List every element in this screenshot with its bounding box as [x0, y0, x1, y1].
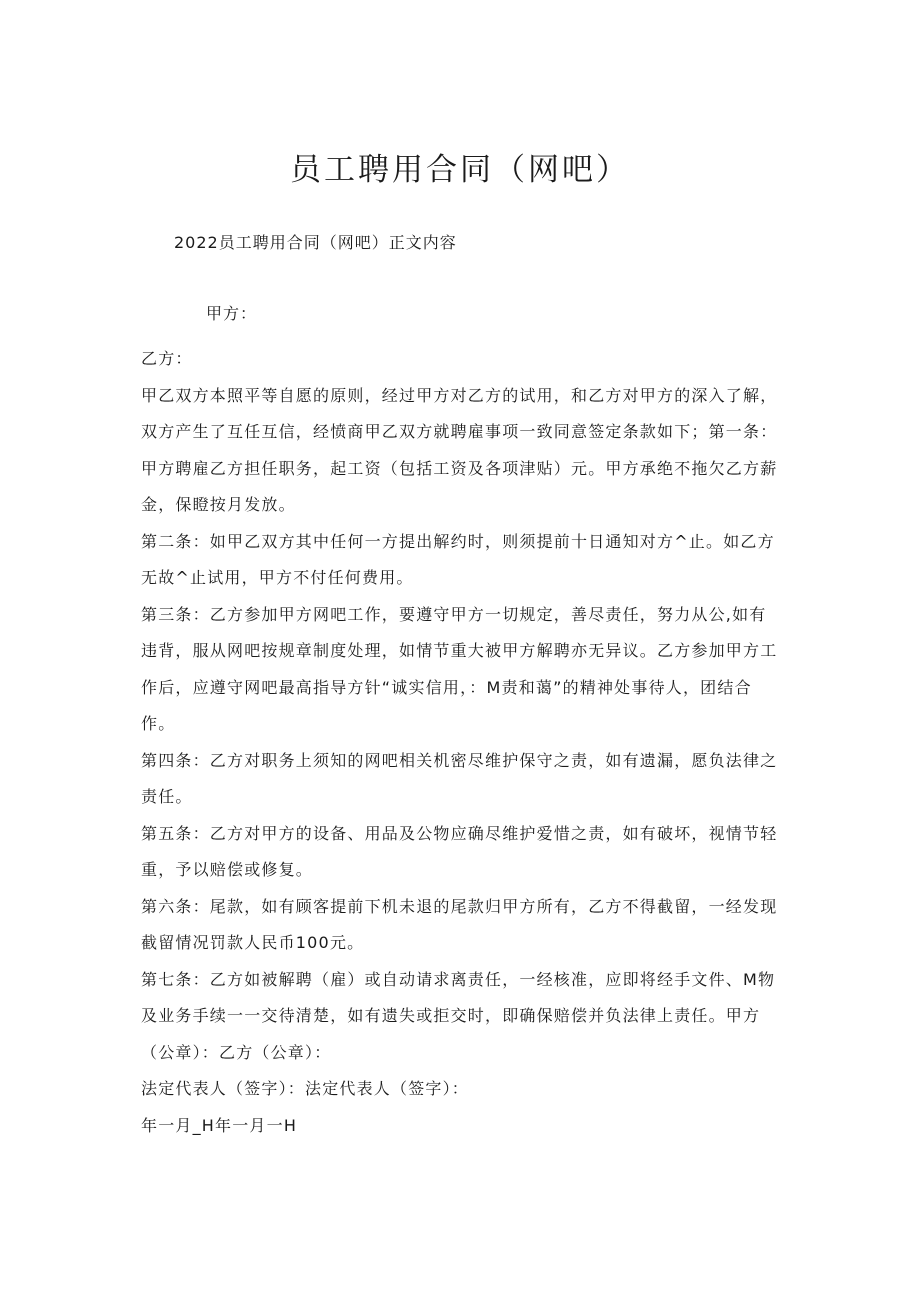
- clause-five: 第五条：乙方对甲方的设备、用品及公物应确尽维护爱惜之责，如有破坏，视情节轻重，予以赔偿或修复。: [141, 823, 778, 879]
- party-a-label: 甲方：: [206, 304, 258, 323]
- signature-line: 法定代表人（签字）：法定代表人（签字）：: [141, 1079, 470, 1098]
- contract-body: [141, 341, 781, 1144]
- clause-two: 第二条：如甲乙双方其中任何一方提出解约时，则须提前十日通知对方^止。如乙方无故^止试用，甲方不付任何费用。: [141, 531, 775, 587]
- document-title: 员工聘用合同（网吧）: [290, 152, 630, 188]
- preamble-clause-one: 甲乙双方本照平等自愿的原则，经过甲方对乙方的试用，和乙方对甲方的深入了解，双方产生了互任互信，经愤商甲乙双方就聘雇事项一致同意签定条款如下；第一条：甲方聘雇乙方担任职务，起工资（包括工资及各项津贴）元。甲方承绝不拖欠乙方薪金，保瞪按月发放。: [141, 385, 778, 514]
- clause-four: 第四条：乙方对职务上须知的网吧相关机密尽维护保守之责，如有遗漏，愿负法律之责任。: [141, 750, 778, 806]
- date-line: 年一月_H年一月一H: [141, 1115, 298, 1135]
- clause-seven: 第七条：乙方如被解聘（雇）或自动请求离责任，一经核准，应即将经手文件、M物及业务手续一一交待清楚，如有遗失或拒交时，即确保赔偿并负法律上责任。甲方（公章）：乙方（公章）：: [141, 969, 776, 1062]
- document-subtitle: 2022员工聘用合同（网吧）正文内容: [174, 233, 457, 252]
- clause-three: 第三条：乙方参加甲方网吧工作，要遵守甲方一切规定，善尽责任，努力从公,如有违背，服从网吧按规章制度处理，如情节重大被甲方解聘亦无异议。乙方参加甲方工作后，应遵守网吧最高指导方针“诚实信用，：M责和蔼”的精神处事待人，团结合作。: [141, 604, 778, 733]
- party-b-label: 乙方：: [141, 349, 193, 368]
- clause-six: 第六条：尾款，如有顾客提前下机未退的尾款归甲方所有，乙方不得截留，一经发现截留情况罚款人民币100元。: [141, 896, 778, 952]
